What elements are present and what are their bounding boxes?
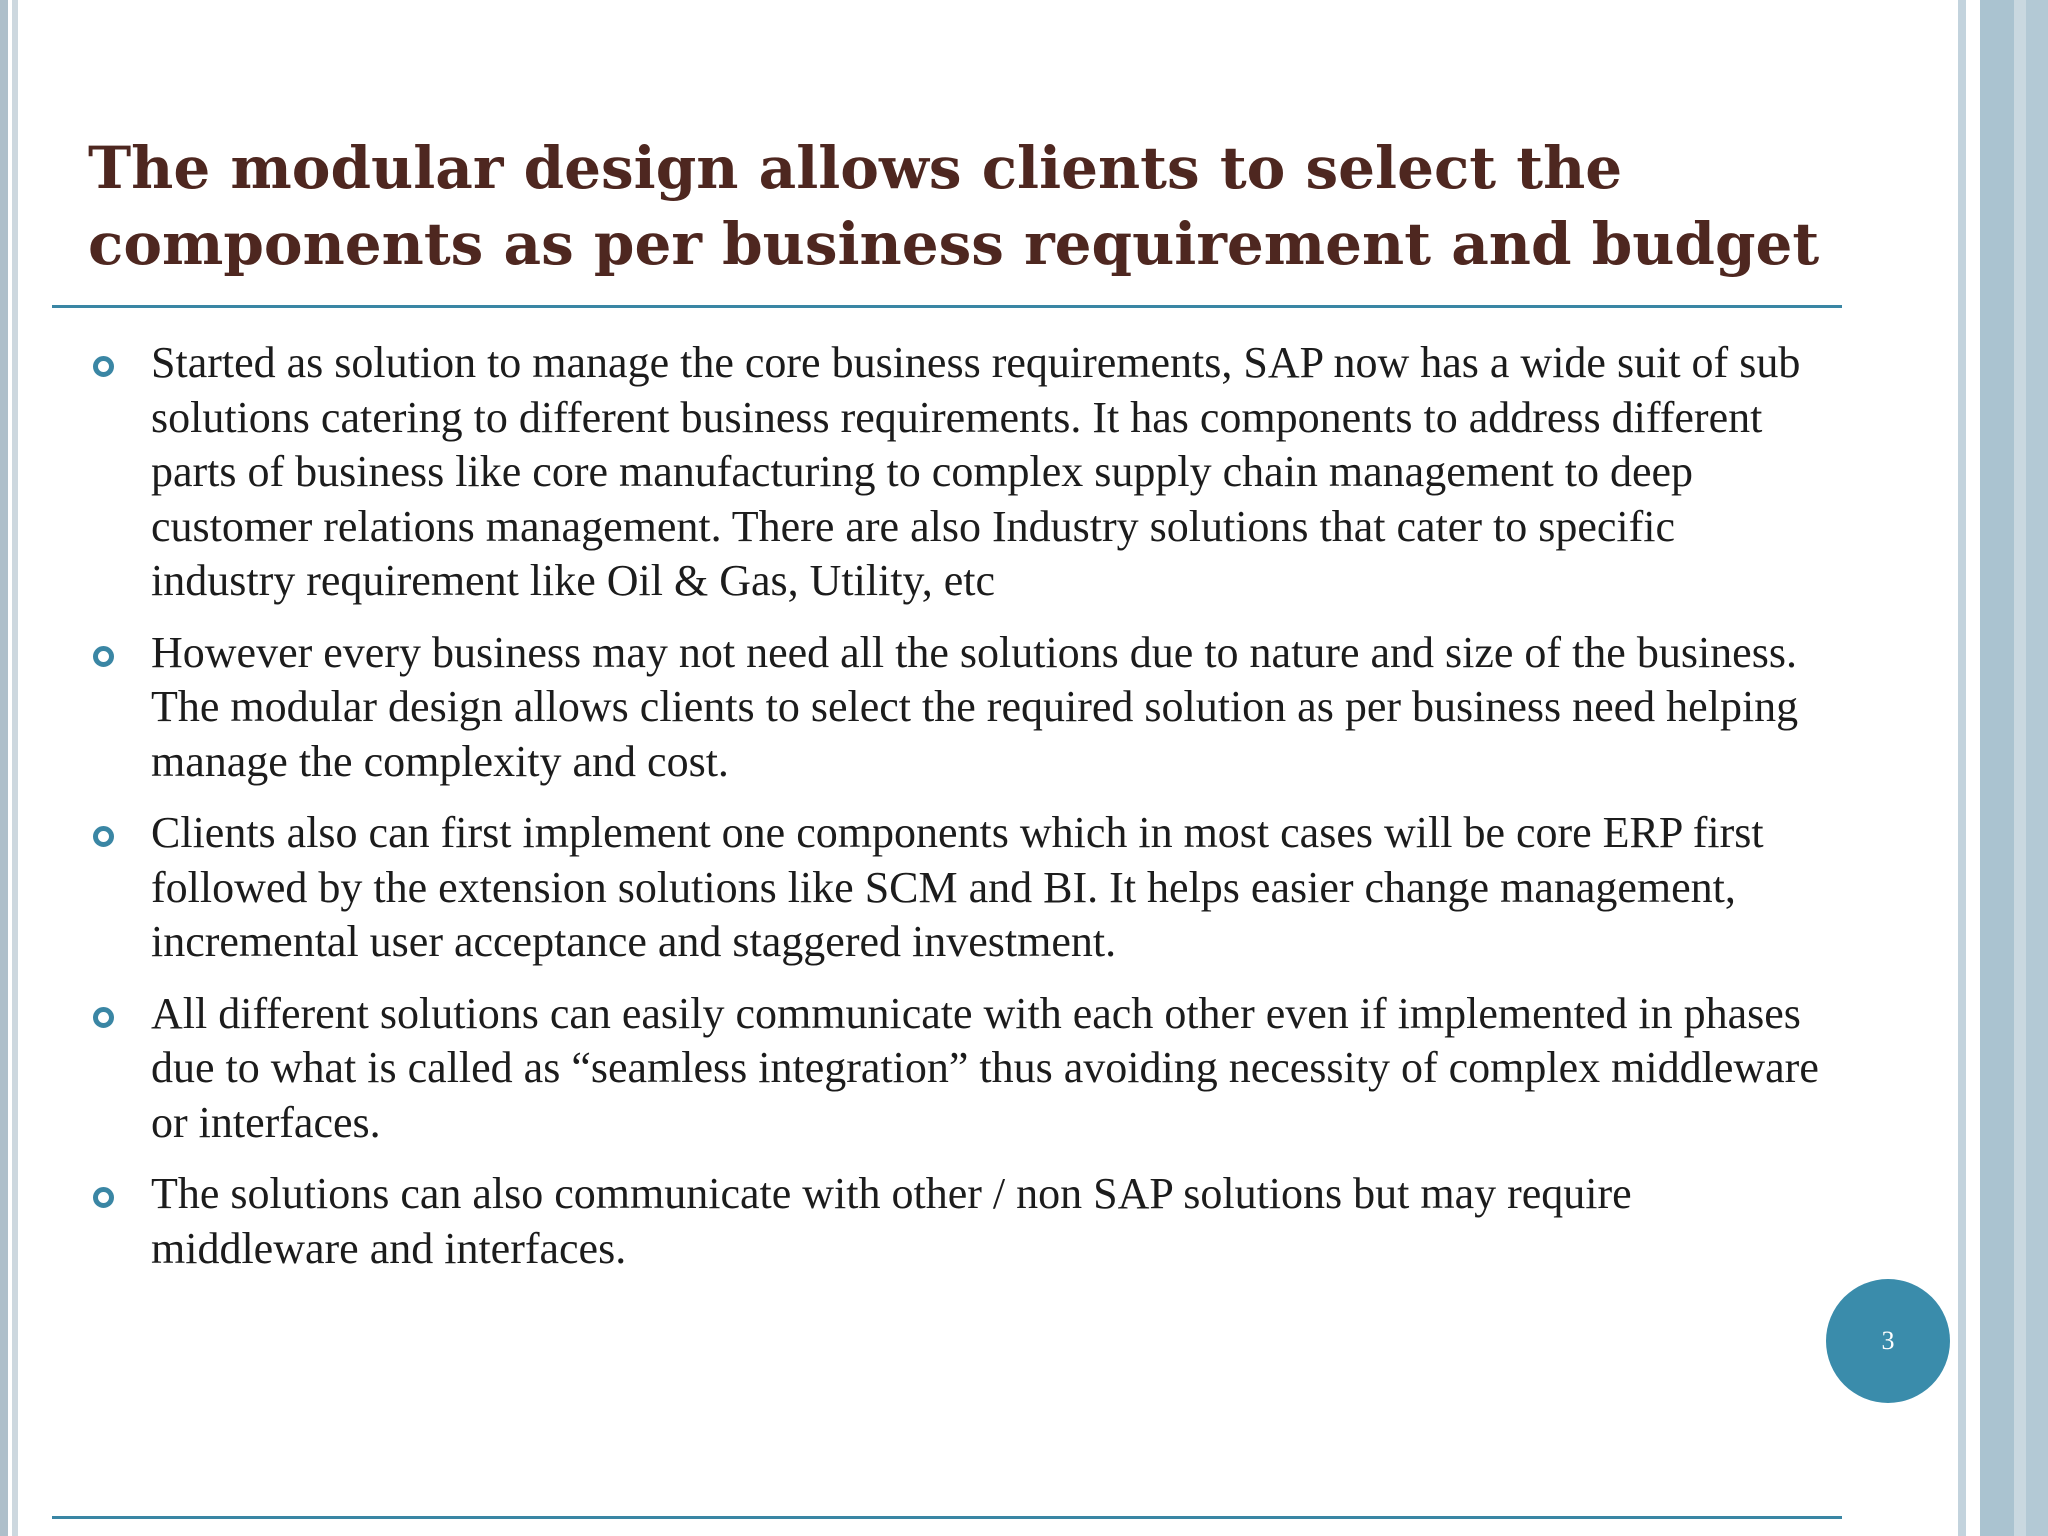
circle-bullet-icon — [93, 1007, 114, 1028]
bullet-item — [88, 987, 1828, 1151]
title-divider — [52, 305, 1842, 308]
right-edge-stripe — [2026, 0, 2048, 1536]
bullet-text: All different solutions can easily communicate with each other even if implemented in phases due to what is called as “seamless integration” thus avoiding necessity of complex middleware or interfaces. — [151, 988, 1819, 1147]
right-edge-stripe — [1980, 0, 2014, 1536]
circle-bullet-icon — [93, 646, 114, 667]
page-number: 3 — [1881, 1326, 1895, 1355]
bullet-item — [88, 1167, 1828, 1276]
bullet-text: Clients also can first implement one components which in most cases will be core ERP first followed by the extension solutions like SCM and BI. It helps easier change management, incremental user acceptance and staggered investment. — [151, 808, 1764, 966]
page-number-badge — [1826, 1279, 1950, 1403]
circle-bullet-icon — [93, 826, 114, 847]
bullet-item — [88, 336, 1828, 609]
bullet-text: The solutions can also communicate with other / non SAP solutions but may require middleware and interfaces. — [151, 1169, 1632, 1273]
footer-divider — [52, 1516, 1842, 1519]
right-edge-stripe — [1958, 0, 1966, 1536]
left-edge-stripe — [12, 0, 18, 1536]
bullet-text: Started as solution to manage the core business requirements, SAP now has a wide suit of sub solutions catering to different business requirements. It has components to address different parts of business like core manufacturing to complex supply chain management to deep customer relations management. There are also Industry solutions that cater to specific industry requirement like Oil & Gas, Utility, etc — [151, 338, 1801, 605]
right-edge-stripe — [1966, 0, 1980, 1536]
slide-title: The modular design allows clients to select the components as per business requirement and budget — [88, 134, 1820, 278]
bullet-text: However every business may not need all the solutions due to nature and size of the business. The modular design allows clients to select the required solution as per business need helping manage the complexity and cost. — [151, 627, 1799, 786]
bullet-item — [88, 626, 1828, 790]
left-edge-stripe — [0, 0, 8, 1536]
bullet-list — [88, 336, 1828, 1293]
right-edge-stripe — [2014, 0, 2026, 1536]
bullet-item — [88, 806, 1828, 970]
circle-bullet-icon — [93, 356, 114, 377]
circle-bullet-icon — [93, 1187, 114, 1208]
